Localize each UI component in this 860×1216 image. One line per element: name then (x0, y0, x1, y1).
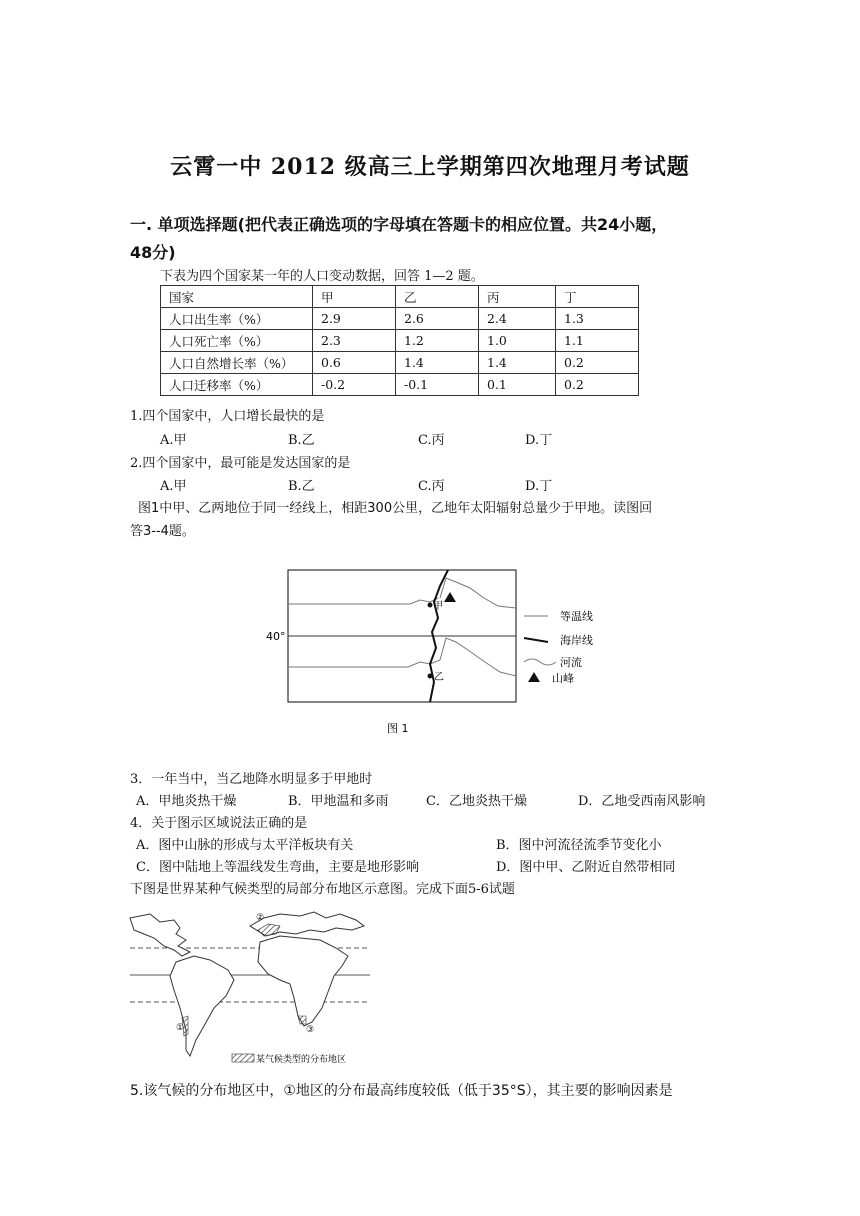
table-row (161, 330, 639, 352)
table-cell: 1.3 (556, 308, 639, 330)
table-cell: 人口死亡率（%） (161, 330, 313, 352)
table-cell: 人口自然增长率（%） (161, 352, 313, 374)
table-cell: 2.3 (313, 330, 396, 352)
table-cell: 0.1 (479, 374, 556, 396)
question-3-stem: 3．一年当中，当乙地降水明显多于甲地时 (130, 772, 373, 787)
table-cell: -0.2 (313, 374, 396, 396)
question-1-stem: 1.四个国家中，人口增长最快的是 (130, 409, 325, 424)
section-heading-cont: 48分) (130, 243, 176, 262)
question-5-stem: 5.该气候的分布地区中，①地区的分布最高纬度较低（低于35°S），其主要的影响因素是 (130, 1083, 673, 1099)
table-row (161, 308, 639, 330)
figure-1-map (266, 558, 630, 743)
question-3-option: B．甲地温和多雨 (288, 794, 389, 809)
table-cell: 1.0 (479, 330, 556, 352)
question-2-option: B.乙 (288, 479, 315, 494)
question-3-option: C．乙地炎热干燥 (426, 794, 527, 809)
figure-1-caption: 图 1 (387, 722, 409, 735)
question-4-option: C．图中陆地上等温线发生弯曲，主要是地形影响 (136, 860, 419, 875)
table-cell: 0.2 (556, 352, 639, 374)
marker-1: ① (176, 1023, 185, 1033)
table-cell: 1.4 (479, 352, 556, 374)
table-cell: 0.6 (313, 352, 396, 374)
latitude-label: 40° (266, 630, 286, 643)
table-cell: 1.1 (556, 330, 639, 352)
page-title: 云霄一中 2012 级高三上学期第四次地理月考试题 (170, 154, 690, 180)
question-1-option: C.丙 (418, 433, 445, 448)
question-4-option: D．图中甲、乙附近自然带相同 (496, 860, 676, 875)
place-label-jia: 甲 (433, 601, 443, 612)
question-4-option: B．图中河流径流季节变化小 (496, 838, 662, 853)
table-cell: 1.4 (396, 352, 479, 374)
population-table (160, 285, 639, 396)
table-cell: 1.2 (396, 330, 479, 352)
table-cell: 人口出生率（%） (161, 308, 313, 330)
intro-q3-4-cont: 答3--4题。 (130, 524, 195, 539)
table-cell: 0.2 (556, 374, 639, 396)
point-jia (428, 603, 433, 608)
table-header: 乙 (396, 286, 479, 308)
intro-q5-6: 下图是世界某种气候类型的局部分布地区示意图。完成下面5-6试题 (130, 882, 515, 897)
table-cell: -0.1 (396, 374, 479, 396)
question-3-option: A．甲地炎热干燥 (136, 794, 237, 809)
figure-2-legend: 某气候类型的分布地区 (256, 1055, 347, 1065)
question-1-option: B.乙 (288, 433, 315, 448)
legend-coastline: 海岸线 (560, 634, 593, 647)
legend-peak: 山峰 (552, 672, 574, 685)
point-yi (428, 674, 433, 679)
table-cell: 2.6 (396, 308, 479, 330)
intro-q3-4: 图1中甲、乙两地位于同一经线上，相距300公里，乙地年太阳辐射总量少于甲地。读图回 (138, 501, 653, 516)
question-2-stem: 2.四个国家中，最可能是发达国家的是 (130, 456, 351, 471)
question-1-option: A.甲 (160, 433, 187, 448)
question-4-option: A．图中山脉的形成与太平洋板块有关 (136, 838, 354, 853)
question-3-option: D．乙地受西南风影响 (578, 794, 706, 809)
table-cell: 人口迁移率（%） (161, 374, 313, 396)
marker-3: ③ (306, 1025, 315, 1035)
section-heading: 一. 单项选择题(把代表正确选项的字母填在答题卡的相应位置。共24小题， (130, 215, 668, 234)
table-header: 丁 (556, 286, 639, 308)
table-header: 甲 (313, 286, 396, 308)
table-header: 丙 (479, 286, 556, 308)
table-intro: 下表为四个国家某一年的人口变动数据，回答 1—2 题。 (160, 269, 484, 284)
table-header-row (161, 286, 639, 308)
question-1-option: D.丁 (525, 433, 553, 448)
legend-river: 河流 (560, 656, 582, 669)
question-2-option: A.甲 (160, 479, 187, 494)
question-2-option: C.丙 (418, 479, 445, 494)
legend-hatch-icon (232, 1054, 254, 1062)
place-label-yi: 乙 (434, 672, 444, 683)
marker-2: ② (256, 913, 265, 923)
table-cell: 2.4 (479, 308, 556, 330)
question-4-stem: 4．关于图示区域说法正确的是 (130, 816, 308, 831)
table-row (161, 374, 639, 396)
table-cell: 2.9 (313, 308, 396, 330)
peak-icon (444, 592, 456, 602)
figure-2-world-map (130, 900, 370, 1070)
legend-peak-icon (528, 672, 540, 682)
table-header: 国家 (161, 286, 313, 308)
table-row (161, 352, 639, 374)
question-2-option: D.丁 (525, 479, 553, 494)
legend-isotherm: 等温线 (560, 610, 593, 623)
